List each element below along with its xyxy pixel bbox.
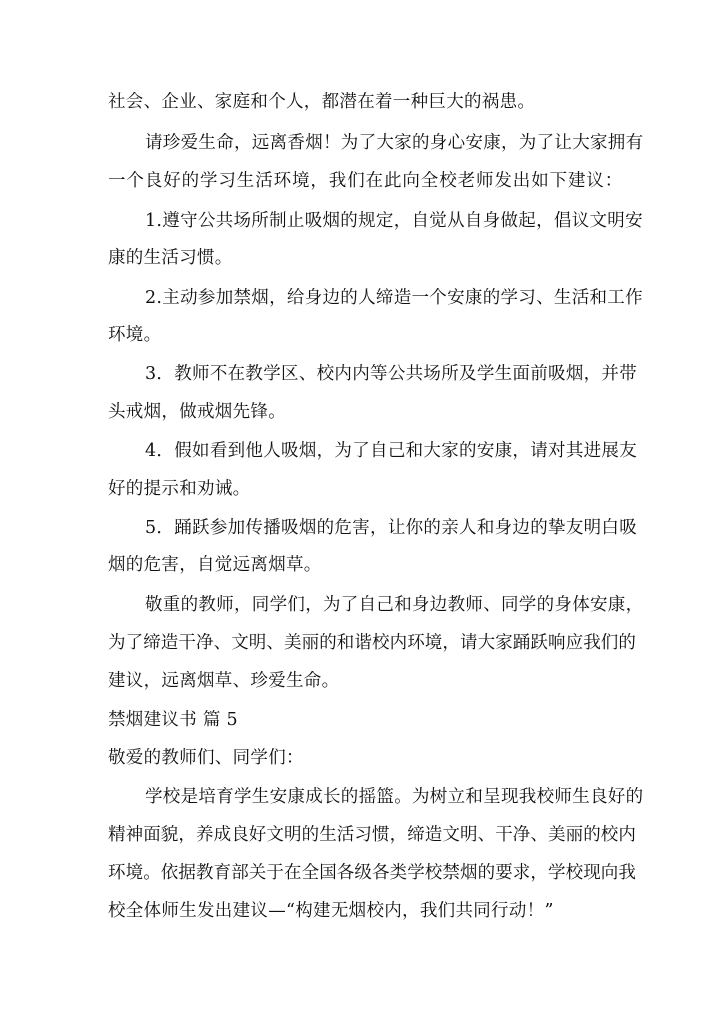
- paragraph-line: 社会、企业、家庭和个人，都潜在着一种巨大的祸患。: [108, 92, 536, 112]
- suggestion-4-line: 好的提示和劝诫。: [108, 479, 251, 499]
- paragraph-line: 精神面貌，养成良好文明的生活习惯，缔造文明、干净、美丽的校内: [108, 825, 636, 845]
- suggestion-1-line: 1.遵守公共场所制止吸烟的规定，自觉从自身做起，倡议文明安: [145, 211, 643, 231]
- suggestion-4-line: 4．假如看到他人吸烟，为了自己和大家的安康，请对其进展友: [145, 441, 638, 461]
- suggestion-2-line: 2.主动参加禁烟，给身边的人缔造一个安康的学习、生活和工作: [145, 288, 643, 308]
- suggestion-1-line: 康的生活习惯。: [108, 248, 233, 268]
- paragraph-line: 环境。依据教育部关于在全国各级各类学校禁烟的要求，学校现向我: [108, 863, 636, 883]
- suggestion-3-line: 3．教师不在教学区、校内内等公共场所及学生面前吸烟，并带: [145, 364, 638, 384]
- paragraph-line: 学校是培育学生安康成长的摇篮。为树立和呈现我校师生良好的: [145, 787, 644, 807]
- salutation: 敬爱的教师们、同学们：: [108, 748, 304, 768]
- paragraph-line: 校全体师生发出建议—“构建无烟校内，我们共同行动！”: [108, 901, 554, 921]
- paragraph-line: 敬重的教师，同学们，为了自己和身边教师、同学的身体安康，: [145, 595, 644, 615]
- suggestion-5-line: 5．踊跃参加传播吸烟的危害，让你的亲人和身边的挚友明白吸: [145, 518, 638, 538]
- paragraph-line: 请珍爱生命，远离香烟！为了大家的身心安康，为了让大家拥有: [145, 133, 644, 153]
- paragraph-line: 建议，远离烟草、珍爱生命。: [108, 671, 340, 691]
- paragraph-line: 一个良好的学习生活环境，我们在此向全校老师发出如下建议：: [108, 171, 624, 191]
- section-heading: 禁烟建议书 篇 5: [108, 710, 238, 730]
- suggestion-5-line: 烟的危害，自觉远离烟草。: [108, 555, 322, 575]
- suggestion-2-line: 环境。: [108, 325, 162, 345]
- suggestion-3-line: 头戒烟，做戒烟先锋。: [108, 402, 286, 422]
- paragraph-line: 为了缔造干净、文明、美丽的和谐校内环境，请大家踊跃响应我们的: [108, 633, 636, 653]
